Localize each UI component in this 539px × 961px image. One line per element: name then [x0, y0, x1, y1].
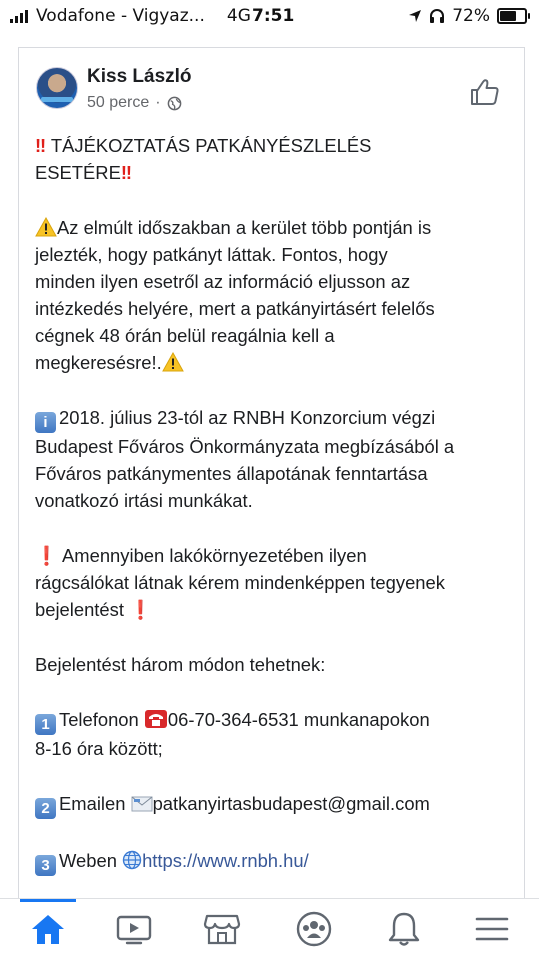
battery-icon [497, 8, 527, 24]
clock: 7:51 [252, 6, 295, 26]
status-bar [0, 0, 539, 34]
thumbs-up-icon[interactable] [469, 76, 501, 108]
p2-line-1: 2018. július 23-tól az RNBH Konzorcium végzi [59, 407, 436, 428]
bottom-nav [0, 898, 539, 961]
status-right [408, 6, 527, 26]
post-title [35, 132, 515, 186]
globe-icon [122, 850, 142, 870]
opt2-label: Emailen [59, 793, 126, 814]
title-line-2: ESETÉRE [35, 162, 121, 183]
notifications-icon [387, 911, 421, 947]
paragraph-info [35, 404, 515, 514]
option-web [35, 847, 515, 876]
post-time[interactable]: 50 perce [87, 94, 150, 111]
envelope-icon [131, 795, 153, 813]
menu-icon [475, 915, 509, 943]
paragraph-warning [35, 214, 515, 376]
keycap-2: 2 [35, 798, 56, 819]
post-body [35, 132, 515, 904]
opt1-label: Telefonon [59, 709, 139, 730]
video-icon [115, 913, 153, 945]
location-arrow-icon [408, 9, 422, 23]
nav-menu[interactable] [470, 909, 514, 949]
p2-line-4: vonatkozó irtási munkákat. [35, 490, 253, 511]
globe-icon [167, 96, 182, 111]
paragraph-methods [35, 651, 515, 678]
meta-separator: · [155, 94, 161, 111]
nav-groups[interactable] [292, 909, 336, 949]
p3-line-3: bejelentést [35, 599, 124, 620]
p1-line-6: megkeresésre!. [35, 352, 162, 373]
opt2-email[interactable]: patkanyirtasbudapest@gmail.com [152, 793, 430, 814]
exclamation-icon: ❗ [129, 599, 152, 620]
paragraph-request [35, 542, 515, 623]
p1-line-5: cégnek 48 órán belül reagálnia kell a [35, 325, 335, 346]
active-tab-indicator [20, 899, 76, 902]
status-left [10, 6, 251, 26]
p3-line-1: Amennyiben lakókörnyezetében ilyen [62, 545, 367, 566]
opt3-url[interactable]: https://www.rnbh.hu/ [142, 850, 309, 871]
p2-line-3: Főváros patkánymentes állapotának fenntartása [35, 463, 428, 484]
nav-notifications[interactable] [382, 909, 426, 949]
keycap-3: 3 [35, 855, 56, 876]
info-icon: i [35, 412, 56, 433]
title-line-1: TÁJÉKOZTATÁS PATKÁNYÉSZLELÉS [50, 135, 372, 156]
warning-icon [35, 217, 57, 237]
exclamation-icon: ❗ [35, 545, 58, 566]
p4-line: Bejelentést három módon tehetnek: [35, 654, 326, 675]
post-card [18, 47, 525, 908]
double-exclamation-icon: ‼ [120, 162, 132, 183]
option-phone [35, 706, 515, 762]
keycap-1: 1 [35, 714, 56, 735]
signal-icon [10, 9, 28, 23]
double-exclamation-icon: ‼ [35, 135, 47, 156]
network-type: 4G [226, 6, 251, 26]
carrier-name: Vodafone - Vigyaz... [36, 6, 205, 26]
marketplace-icon [203, 912, 241, 946]
nav-video[interactable] [112, 909, 156, 949]
battery-percent: 72% [452, 6, 490, 26]
p2-line-2: Budapest Főváros Önkormányzata megbízásából a [35, 436, 455, 457]
opt1-rest: munkanapokon [303, 709, 430, 730]
opt3-label: Weben [59, 850, 117, 871]
headphones-icon [429, 8, 445, 24]
post-meta [87, 94, 182, 112]
opt1-line-2: 8-16 óra között; [35, 738, 163, 759]
avatar[interactable] [36, 67, 78, 109]
opt1-phone[interactable]: 06-70-364-6531 [167, 709, 299, 730]
author-name[interactable]: Kiss László [87, 66, 192, 87]
option-email [35, 790, 515, 819]
nav-marketplace[interactable] [200, 909, 244, 949]
p1-line-3: minden ilyen esetről az információ eljusson az [35, 271, 411, 292]
home-icon [30, 912, 66, 946]
p1-line-1: Az elmúlt időszakban a kerület több pontján is [57, 217, 432, 238]
telephone-icon [144, 709, 168, 729]
p1-line-4: intézkedés helyére, mert a patkányirtásért felelős [35, 298, 435, 319]
p3-line-2: rágcsálókat látnak kérem mindenképpen tegyenek [35, 572, 445, 593]
p1-line-2: jelezték, hogy patkányt láttak. Fontos, hogy [35, 244, 388, 265]
nav-home[interactable] [26, 909, 70, 949]
warning-icon [162, 352, 184, 372]
groups-icon [295, 910, 333, 948]
